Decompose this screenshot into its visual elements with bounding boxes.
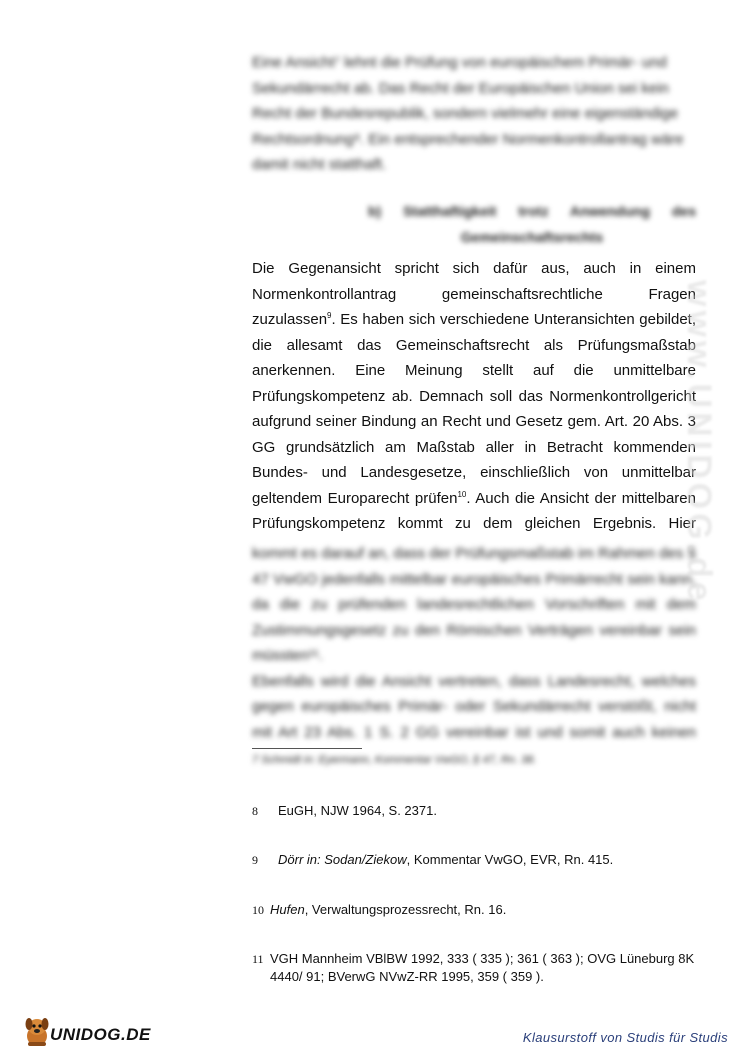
text-line: aufgrund seiner Bindung an Recht und Gesetz gem. Art. 20 Abs. 3: [252, 413, 696, 430]
text-line: mit Art 23 Abs. 1 S. 2 GG vereinbar ist und somit auch keinen: [252, 723, 696, 741]
text-line: Prüfungskompetenz ab. Demnach soll das Normenkontrollgericht: [252, 387, 696, 405]
text-line: Normenkontrollantrag gemeinschaftsrechtliche Fragen: [252, 285, 696, 303]
text-line: [252, 307, 696, 333]
footnote-number: 10: [252, 903, 264, 917]
text-line: [252, 486, 696, 512]
unidog-logo[interactable]: [22, 1014, 152, 1050]
footnote-separator: [252, 748, 362, 749]
text-line: müssten¹¹.: [252, 647, 323, 664]
footnote-author: Hufen: [270, 902, 305, 917]
dog-mascot-icon: [22, 1014, 52, 1048]
main-paragraph: [252, 256, 696, 537]
text-line: da die zu prüfenden landesrechtlichen Vorschriften mit dem: [252, 596, 696, 613]
text-span: . Es haben sich verschiedene Unteransichten gebildet,: [331, 311, 696, 328]
text-line: Ebenfalls wird die Ansicht vertreten, dass Landesrecht, welches: [252, 672, 696, 690]
text-line: Prüfungskompetenz kommt zu dem gleichen Ergebnis. Hier: [252, 515, 696, 532]
footnote-7: 7 Schmidt in: Eyermann, Kommentar VwGO, § 47, Rn. 38.: [252, 754, 537, 766]
footnote-text: VGH Mannheim VBlBW 1992, 333 ( 335 ); 361 ( 363 ); OVG Lüneburg 8K: [270, 951, 695, 966]
footnote-number: 9: [252, 853, 258, 867]
text-line: kommt es darauf an, dass der Prüfungsmaßstab im Rahmen des §: [252, 545, 696, 562]
text-span: zuzulassen: [252, 311, 328, 328]
text-line: Zustimmungsgesetz zu den Römischen Verträgen vereinbar sein: [252, 621, 696, 639]
footnote-10: [252, 901, 700, 919]
footnote-ref-10: 10: [457, 489, 467, 499]
text-line: Rechtsordnung⁸. Ein entsprechender Normenkontrollantrag wäre: [252, 130, 684, 148]
footnote-text-continued: 4440/ 91; BVerwG NVwZ-RR 1995, 359 ( 359 ).: [270, 969, 544, 984]
text-span: . Auch die Ansicht der mittelbaren: [466, 489, 696, 507]
text-line: damit nicht statthaft.: [252, 156, 387, 173]
text-line: Eine Ansicht⁷ lehnt die Prüfung von europäischem Primär- und: [252, 54, 667, 71]
text-line: GG grundsätzlich am Maßstab aller in Betracht kommenden: [252, 438, 696, 456]
text-line: 47 VwGO jedenfalls mittelbar europäisches Primärrecht sein kann,: [252, 570, 696, 588]
blurred-paragraph-top: [252, 50, 696, 178]
footer-tagline: Klausurstoff von Studis für Studis: [522, 1030, 728, 1045]
footnote-ref-9: 9: [327, 311, 332, 320]
footnote-text: EuGH, NJW 1964, S. 2371.: [278, 803, 437, 818]
text-line: gegen europäisches Primär- oder Sekundärrecht verstößt, nicht: [252, 698, 696, 715]
section-heading-line2: Gemeinschaftsrechts: [460, 229, 604, 245]
text-span: geltendem Europarecht prüfen: [252, 489, 458, 507]
footnote-9: [252, 851, 700, 869]
footnote-8: [252, 802, 700, 820]
footnote-number: 11: [252, 952, 264, 966]
logo-text: UNIDOG.DE: [50, 1025, 151, 1044]
text-line: Bundes- und Landesgesetze, einschließlich von unmittelbar: [252, 464, 696, 481]
watermark: www.UNIDOG.de: [680, 280, 718, 605]
footnote-number: 8: [252, 804, 258, 818]
footnote-text: , Kommentar VwGO, EVR, Rn. 415.: [406, 852, 614, 867]
text-line: Recht der Bundesrepublik, sondern vielmehr eine eigenständige: [252, 105, 679, 122]
footnote-author: Dörr in: Sodan/Ziekow: [278, 852, 407, 867]
text-line: anerkennen. Eine Meinung stellt auf die unmittelbare: [252, 362, 696, 379]
section-heading-line1: b) Statthaftigkeit trotz Anwendung des: [368, 203, 696, 219]
blurred-paragraph-bottom: [252, 541, 696, 745]
text-line: Die Gegenansicht spricht sich dafür aus, auch in einem: [252, 260, 696, 277]
text-line: die allesamt das Gemeinschaftsrecht als Prüfungsmaßstab: [252, 336, 696, 354]
footnote-text: , Verwaltungsprozessrecht, Rn. 16.: [304, 902, 507, 917]
section-heading: [368, 198, 696, 250]
text-line: Sekundärrecht ab. Das Recht der Europäischen Union sei kein: [252, 79, 669, 97]
footnote-11: [252, 950, 700, 985]
